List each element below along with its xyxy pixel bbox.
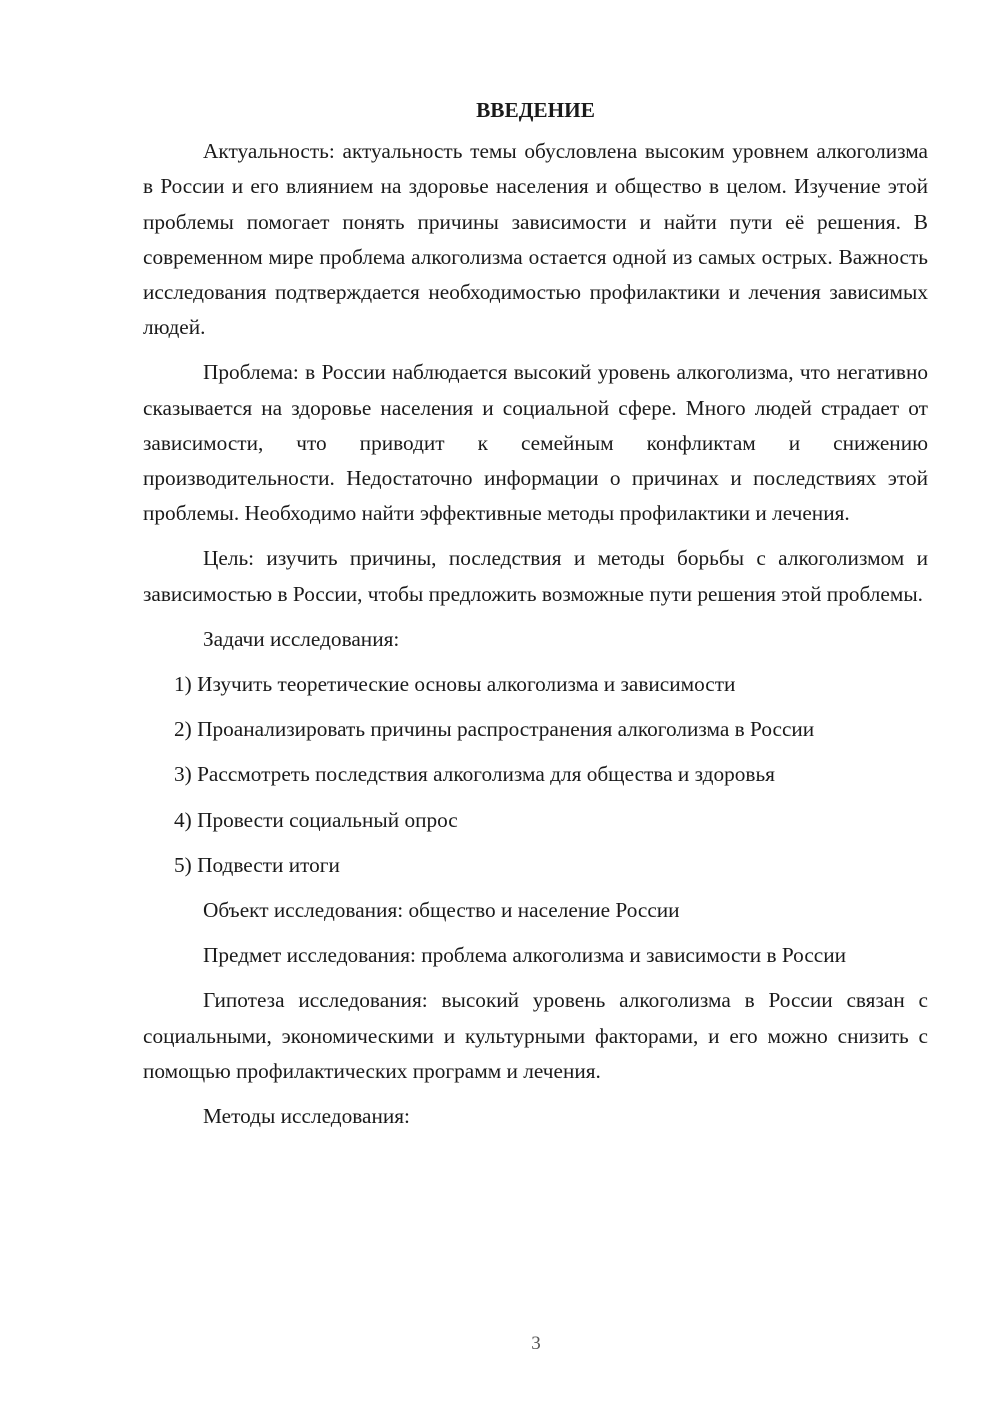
relevance-paragraph: Актуальность: актуальность темы обусловлена высоким уровнем алкоголизма в России и его влиянием на здоровье населения и общество в целом. Изучение этой проблемы помогает понять причины зависимости и найти пути её решения. В современном мире проблема алкоголизма остается одной из самых острых. Важность исследования подтверждается необходимостью профилактики и лечения зависимых людей. <box>143 139 928 340</box>
task-item-1: 1) Изучить теоретические основы алкоголизма и зависимости <box>174 672 736 697</box>
hypothesis-paragraph: Гипотеза исследования: высокий уровень алкоголизма в России связан с социальными, экономическими и культурными факторами, и его можно снизить с помощью профилактических программ и лечения. <box>143 988 928 1083</box>
object-paragraph: Объект исследования: общество и население России <box>203 898 680 923</box>
section-heading: ВВЕДЕНИЕ <box>476 98 595 122</box>
tasks-title: Задачи исследования: <box>203 626 400 651</box>
page-number: 3 <box>531 1333 541 1354</box>
task-item-2: 2) Проанализировать причины распространения алкоголизма в России <box>174 717 815 742</box>
goal-paragraph: Цель: изучить причины, последствия и методы борьбы с алкоголизмом и зависимостью в России, чтобы предложить возможные пути решения этой проблемы. <box>143 546 928 606</box>
task-item-4: 4) Провести социальный опрос <box>174 807 458 832</box>
task-item-5: 5) Подвести итоги <box>174 852 340 877</box>
task-item-3: 3) Рассмотреть последствия алкоголизма для общества и здоровья <box>174 762 775 787</box>
document-page <box>143 93 928 1144</box>
methods-title: Методы исследования: <box>203 1104 410 1129</box>
problem-paragraph: Проблема: в России наблюдается высокий уровень алкоголизма, что негативно сказывается на здоровье населения и социальной сфере. Много людей страдает от зависимости, что приводит к семейным конфликтам и снижению производительности. Недостаточно информации о причинах и последствиях этой проблемы. Необходимо найти эффективные методы профилактики и лечения. <box>143 360 928 526</box>
subject-paragraph: Предмет исследования: проблема алкоголизма и зависимости в России <box>203 943 847 968</box>
